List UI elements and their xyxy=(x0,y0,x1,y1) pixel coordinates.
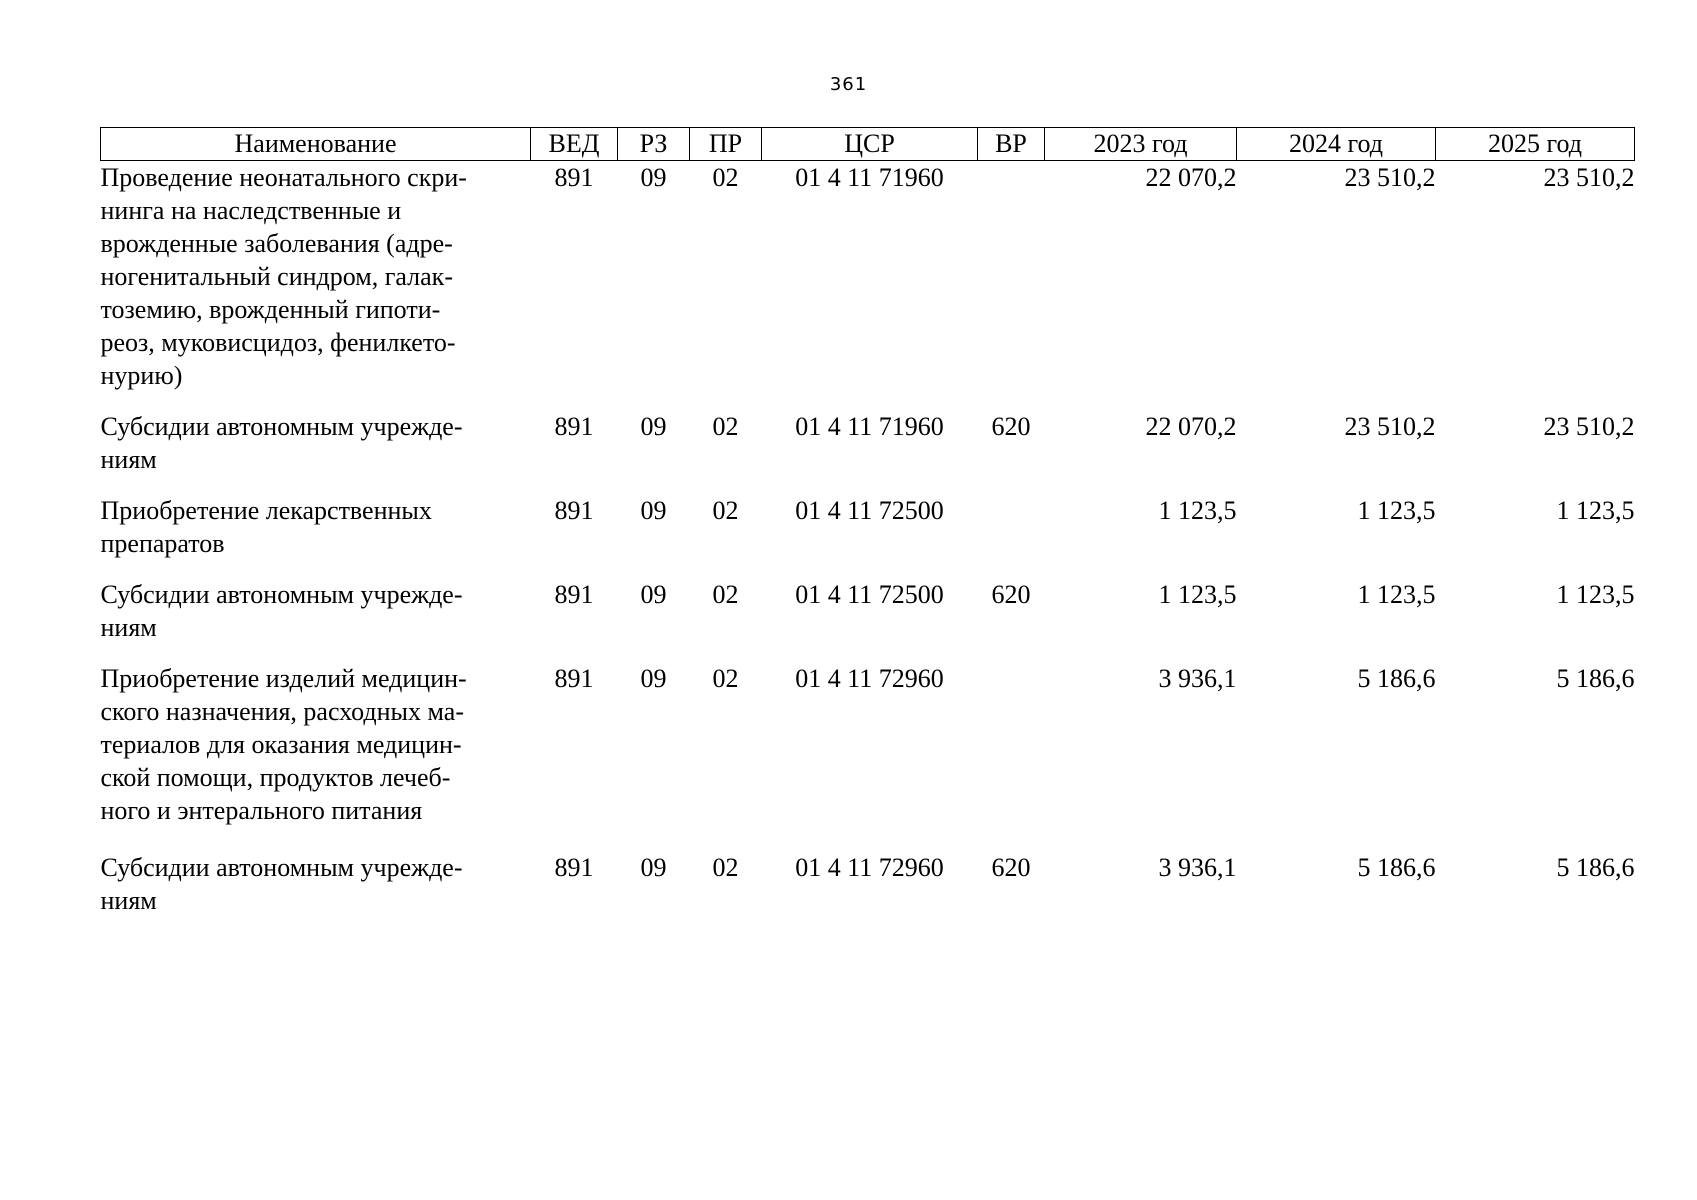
cell-y2025: 5 186,6 xyxy=(1556,853,1635,882)
header-ved: ВЕД xyxy=(531,128,618,161)
cell-pr: 02 xyxy=(712,412,739,441)
cell-rz: 09 xyxy=(640,412,667,441)
table-row xyxy=(101,161,1635,411)
cell-y2023: 3 936,1 xyxy=(1158,853,1237,882)
name-line: Проведение неонатального скри- xyxy=(100,163,467,192)
cell-rz: 09 xyxy=(640,580,667,609)
cell-ved: 891 xyxy=(554,163,594,192)
cell-y2023: 22 070,2 xyxy=(1145,163,1237,192)
cell-name xyxy=(101,494,531,578)
page-number: 361 xyxy=(829,74,868,95)
cell-csr: 01 4 11 72500 xyxy=(795,580,944,609)
name-line: Субсидии автономным учрежде- xyxy=(100,580,463,609)
cell-y2025: 1 123,5 xyxy=(1556,580,1635,609)
name-line: нурию) xyxy=(100,361,183,390)
cell-y2025: 23 510,2 xyxy=(1543,412,1635,441)
cell-y2024: 23 510,2 xyxy=(1344,163,1436,192)
cell-vr: 620 xyxy=(991,412,1031,441)
cell-y2024: 5 186,6 xyxy=(1357,853,1436,882)
name-line: врожденные заболевания (адре- xyxy=(100,229,453,258)
cell-vr: 620 xyxy=(991,580,1031,609)
header-rz: РЗ xyxy=(618,128,690,161)
name-line: реоз, муковисцидоз, фенилкето- xyxy=(100,328,456,357)
name-line: ского назначения, расходных ма- xyxy=(100,697,464,726)
cell-csr: 01 4 11 71960 xyxy=(795,163,944,192)
cell-vr: 620 xyxy=(991,853,1031,882)
table-row xyxy=(101,494,1635,578)
cell-y2024: 1 123,5 xyxy=(1357,496,1436,525)
header-pr: ПР xyxy=(690,128,762,161)
cell-y2025: 5 186,6 xyxy=(1556,664,1635,693)
header-csr: ЦСР xyxy=(762,128,978,161)
table-body xyxy=(101,161,1635,918)
name-line: Субсидии автономным учрежде- xyxy=(100,853,463,882)
name-line: ской помощи, продуктов лечеб- xyxy=(100,763,451,792)
cell-rz: 09 xyxy=(640,853,667,882)
name-line: препаратов xyxy=(100,529,225,558)
cell-name xyxy=(101,578,531,662)
name-line: ногенитальный синдром, галак- xyxy=(100,262,453,291)
cell-y2024: 1 123,5 xyxy=(1357,580,1436,609)
name-line: териалов для оказания медицин- xyxy=(100,730,462,759)
table-header-row xyxy=(101,128,1635,161)
cell-vr xyxy=(978,161,1045,411)
header-2024: 2024 год xyxy=(1237,128,1436,161)
cell-ved: 891 xyxy=(554,853,594,882)
name-line: Субсидии автономным учрежде- xyxy=(100,412,463,441)
cell-ved: 891 xyxy=(554,580,594,609)
cell-y2023: 3 936,1 xyxy=(1158,664,1237,693)
cell-name xyxy=(101,410,531,494)
header-2025: 2025 год xyxy=(1436,128,1635,161)
cell-ved: 891 xyxy=(554,412,594,441)
cell-pr: 02 xyxy=(712,664,739,693)
cell-ved: 891 xyxy=(554,496,594,525)
cell-y2023: 1 123,5 xyxy=(1158,580,1237,609)
cell-csr: 01 4 11 72500 xyxy=(795,496,944,525)
cell-csr: 01 4 11 72960 xyxy=(795,853,944,882)
cell-rz: 09 xyxy=(640,664,667,693)
cell-ved: 891 xyxy=(554,664,594,693)
cell-csr: 01 4 11 71960 xyxy=(795,412,944,441)
cell-vr xyxy=(978,494,1045,578)
header-2023: 2023 год xyxy=(1045,128,1237,161)
cell-y2024: 23 510,2 xyxy=(1344,412,1436,441)
cell-rz: 09 xyxy=(640,496,667,525)
name-line: Приобретение изделий медицин- xyxy=(100,664,467,693)
budget-table xyxy=(100,127,1635,917)
header-name: Наименование xyxy=(101,128,531,161)
name-line: ного и энтерального питания xyxy=(100,796,423,825)
name-line: нинга на наследственные и xyxy=(100,196,402,225)
cell-y2023: 22 070,2 xyxy=(1145,412,1237,441)
table-row xyxy=(101,410,1635,494)
name-line: Приобретение лекарственных xyxy=(100,496,432,525)
header-vr: ВР xyxy=(978,128,1045,161)
name-line: ниям xyxy=(100,613,157,642)
cell-pr: 02 xyxy=(712,496,739,525)
cell-y2023: 1 123,5 xyxy=(1158,496,1237,525)
cell-name xyxy=(101,851,531,917)
table-row xyxy=(101,851,1635,917)
cell-y2025: 1 123,5 xyxy=(1556,496,1635,525)
cell-csr: 01 4 11 72960 xyxy=(795,664,944,693)
table-row xyxy=(101,662,1635,851)
cell-vr xyxy=(978,662,1045,851)
cell-pr: 02 xyxy=(712,853,739,882)
name-line: ниям xyxy=(100,886,157,915)
cell-rz: 09 xyxy=(640,163,667,192)
cell-y2025: 23 510,2 xyxy=(1543,163,1635,192)
cell-name xyxy=(101,662,531,851)
name-line: тоземию, врожденный гипоти- xyxy=(100,295,441,324)
table-row xyxy=(101,578,1635,662)
name-line: ниям xyxy=(100,445,157,474)
cell-pr: 02 xyxy=(712,580,739,609)
cell-y2024: 5 186,6 xyxy=(1357,664,1436,693)
cell-pr: 02 xyxy=(712,163,739,192)
cell-name xyxy=(101,161,531,411)
